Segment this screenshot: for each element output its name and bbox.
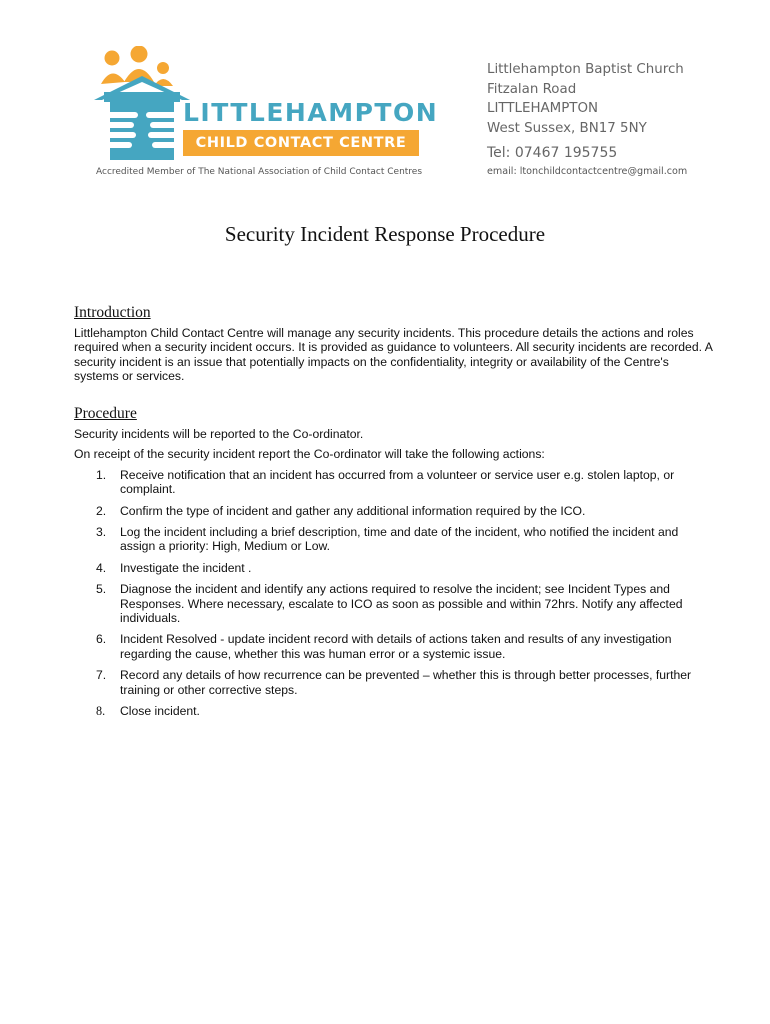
address-line: West Sussex, BN17 5NY <box>487 120 647 136</box>
step-number: 1. <box>96 467 107 482</box>
step-text: Investigate the incident . <box>120 560 252 575</box>
list-item <box>74 561 714 575</box>
procedure-section <box>74 405 714 726</box>
step-text: Log the incident including a brief description, time and date of the incident, who notified the incident and assign a priority: High, Medium or Low. <box>120 525 679 554</box>
step-text: Record any details of how recurrence can be prevented – whether this is through better processes, further training or other corrective steps. <box>120 668 692 697</box>
intro-paragraph: Littlehampton Child Contact Centre will manage any security incidents. This procedure details the actions and roles required when a security incident occurs. It is provided as guidance to volunteers. All security incidents are recorded. A security incident is an issue that potentially impacts on the confidentiality, integrity or availability of the Centre's systems or services. <box>74 326 713 384</box>
list-item <box>74 525 714 554</box>
procedure-paragraph: On receipt of the security incident report the Co-ordinator will take the following actions: <box>74 447 545 462</box>
step-number: 4. <box>96 560 107 575</box>
email-address: email: ltonchildcontactcentre@gmail.com <box>487 166 688 177</box>
address-line: Fitzalan Road <box>487 81 577 97</box>
step-number: 6. <box>96 632 107 647</box>
list-item <box>74 504 714 518</box>
step-text: Incident Resolved - update incident record with details of actions taken and results of any investigation regarding the cause, whether this was human error or a systemic issue. <box>120 632 672 661</box>
brand-name: LITTLEHAMPTON <box>183 98 439 127</box>
introduction-section <box>74 304 714 390</box>
step-number: 7. <box>96 668 107 683</box>
step-number: 8. <box>96 704 106 719</box>
telephone: Tel: 07467 195755 <box>487 145 618 161</box>
step-number: 2. <box>96 503 107 518</box>
section-heading: Procedure <box>74 405 137 422</box>
address-block <box>487 60 684 138</box>
procedure-steps <box>74 468 714 719</box>
step-text: Receive notification that an incident has occurred from a volunteer or service user e.g. stolen laptop, or complaint. <box>120 467 675 497</box>
step-text: Close incident. <box>120 704 200 719</box>
accreditation-text: Accredited Member of The National Association of Child Contact Centres <box>96 167 423 177</box>
list-item <box>74 632 714 661</box>
address-line: Littlehampton Baptist Church <box>487 62 684 77</box>
step-text: Confirm the type of incident and gather any additional information required by the ICO. <box>120 503 586 518</box>
step-text: Diagnose the incident and identify any actions required to resolve the incident; see Incident Types and Responses. Where necessary, escalate to ICO as soon as possible and within 72hrs. Notify any affected individuals. <box>120 582 683 626</box>
step-number: 5. <box>96 582 107 597</box>
section-heading: Introduction <box>74 304 151 321</box>
procedure-paragraph: Security incidents will be reported to the Co-ordinator. <box>74 427 364 441</box>
list-item <box>74 668 714 697</box>
document-title: Security Incident Response Procedure <box>224 222 546 246</box>
list-item <box>74 582 714 625</box>
address-line: LITTLEHAMPTON <box>487 101 599 116</box>
list-item <box>74 704 714 718</box>
centre-logo-icon <box>92 46 192 164</box>
list-item <box>74 468 714 497</box>
step-number: 3. <box>96 525 107 540</box>
brand-subtitle: CHILD CONTACT CENTRE <box>183 130 419 156</box>
